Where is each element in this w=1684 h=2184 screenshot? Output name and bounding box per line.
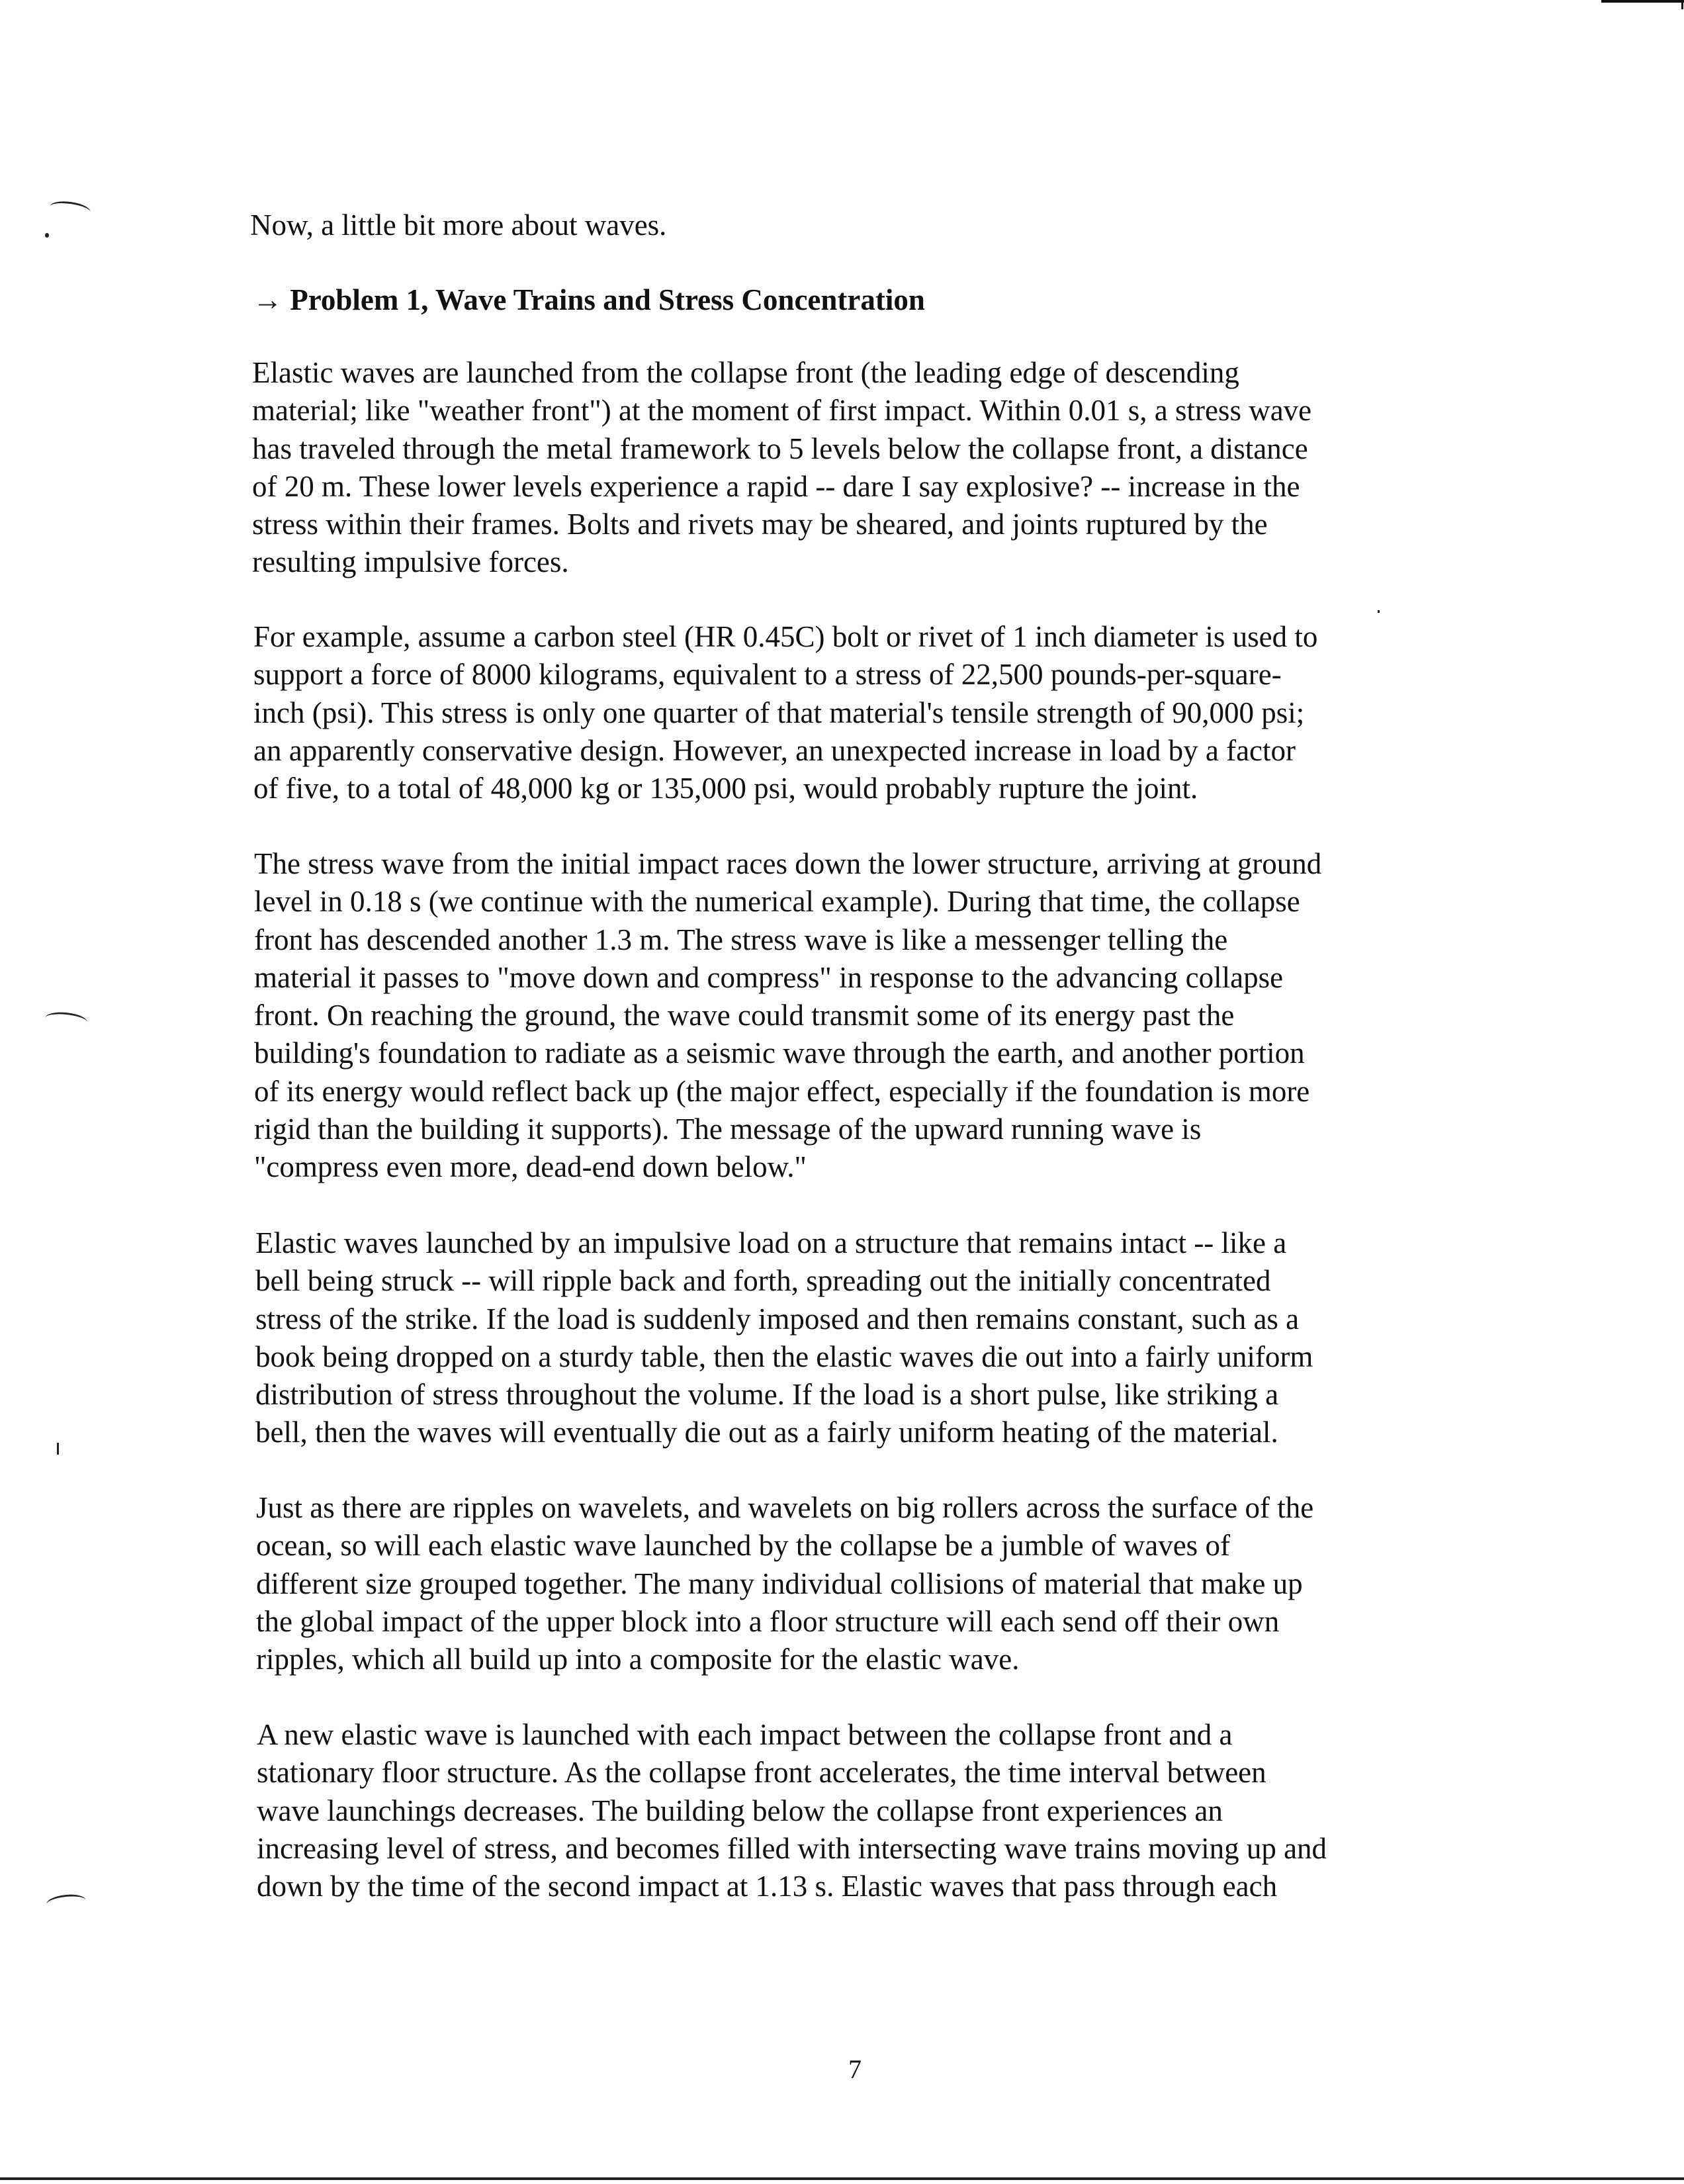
paragraph-bolt-example (253, 618, 1317, 807)
scan-edge-top (1601, 0, 1684, 3)
scan-artifact-mark (49, 199, 92, 220)
paragraph-wave-launch (252, 354, 1311, 582)
text-line: increasing level of stress, and becomes filled with intersecting wave trains moving up and (257, 1831, 1327, 1865)
paragraph-stress-wave (254, 845, 1321, 1187)
paragraph-new-elastic-wave (257, 1716, 1327, 1905)
text-line: stress within their frames. Bolts and rivets may be sheared, and joints ruptured by the (252, 508, 1268, 541)
text-line: Elastic waves launched by an impulsive load on a structure that remains intact -- like a (255, 1226, 1287, 1259)
text-line: For example, assume a carbon steel (HR 0.45C) bolt or rivet of 1 inch diameter is used to (253, 620, 1318, 653)
page-number: 7 (848, 2054, 862, 2084)
text-line: level in 0.18 s (we continue with the numerical example). During that time, the collapse (254, 885, 1300, 919)
text-line: wave launchings decreases. The building below the collapse front experiences an (257, 1794, 1223, 1827)
scan-artifact-dot (45, 233, 49, 238)
text-line: distribution of stress throughout the volume. If the load is a short pulse, like striking a (255, 1378, 1279, 1412)
text-line: front. On reaching the ground, the wave could transmit some of its energy past the (254, 999, 1235, 1032)
scan-artifact-mark (46, 1893, 87, 1912)
text-line: of five, to a total of 48,000 kg or 135,000 psi, would probably rupture the joint. (253, 772, 1198, 805)
text-line: down by the time of the second impact at 1.13 s. Elastic waves that pass through each (257, 1870, 1278, 1903)
text-line: Just as there are ripples on wavelets, and wavelets on big rollers across the surface of the (256, 1491, 1314, 1524)
text-line: ocean, so will each elastic wave launched by the collapse be a jumble of waves of (256, 1529, 1230, 1563)
text-line: front has descended another 1.3 m. The stress wave is like a messenger telling the (254, 923, 1228, 956)
text-line: Elastic waves are launched from the collapse front (the leading edge of descending (252, 356, 1239, 389)
heading-text: Problem 1, Wave Trains and Stress Concentration (290, 283, 925, 316)
text-line: an apparently conservative design. However, an unexpected increase in load by a factor (253, 733, 1296, 767)
paragraph-ripples (256, 1489, 1313, 1678)
text-line: has traveled through the metal framework to 5 levels below the collapse front, a distance (252, 432, 1308, 465)
problem-heading (253, 281, 925, 319)
text-line: The stress wave from the initial impact races down the lower structure, arriving at ground (254, 847, 1322, 880)
intro-sentence: Now, a little bit more about waves. (250, 208, 667, 242)
text-line: material it passes to "move down and compress" in response to the advancing collapse (254, 960, 1284, 994)
text-line: ripples, which all build up into a composite for the elastic wave. (256, 1643, 1020, 1676)
text-line: stationary floor structure. As the collapse front accelerates, the time interval between (257, 1756, 1266, 1790)
text-line: bell being struck -- will ripple back and forth, spreading out the initially concentrated (255, 1264, 1271, 1298)
scan-artifact-dot (57, 1443, 59, 1455)
text-line: bell, then the waves will eventually die out as a fairly uniform heating of the material. (255, 1416, 1278, 1449)
text-line: of its energy would reflect back up (the major effect, especially if the foundation is more (254, 1074, 1310, 1108)
text-line: the global impact of the upper block into a floor structure will each send off their own (256, 1604, 1280, 1638)
scan-edge-tick (1681, 0, 1683, 9)
text-line: inch (psi). This stress is only one quarter of that material's tensile strength of 90,000 psi; (253, 696, 1305, 729)
text-line: building's foundation to radiate as a seismic wave through the earth, and another portion (254, 1036, 1305, 1070)
text-line: stress of the strike. If the load is suddenly imposed and then remains constant, such as a (255, 1302, 1300, 1336)
text-line: book being dropped on a sturdy table, then the elastic waves die out into a fairly uniform (255, 1340, 1313, 1373)
text-line: different size grouped together. The many individual collisions of material that make up (256, 1567, 1303, 1600)
scan-artifact-mark (44, 1011, 88, 1030)
arrow-icon: → (253, 283, 283, 316)
text-line: "compress even more, dead-end down below." (254, 1150, 807, 1184)
scan-edge-bottom (0, 2177, 1684, 2180)
paragraph-impulsive-load (255, 1224, 1313, 1452)
text-line: of 20 m. These lower levels experience a rapid -- dare I say explosive? -- increase in the (252, 469, 1300, 503)
text-line: resulting impulsive forces. (252, 545, 569, 579)
text-line: A new elastic wave is launched with each impact between the collapse front and a (257, 1718, 1233, 1751)
scan-artifact-dot (1378, 610, 1380, 613)
text-line: material; like "weather front") at the moment of first impact. Within 0.01 s, a stress wave (252, 394, 1312, 428)
text-line: rigid than the building it supports). The message of the upward running wave is (254, 1113, 1202, 1146)
text-line: support a force of 8000 kilograms, equivalent to a stress of 22,500 pounds-per-square- (253, 658, 1282, 692)
